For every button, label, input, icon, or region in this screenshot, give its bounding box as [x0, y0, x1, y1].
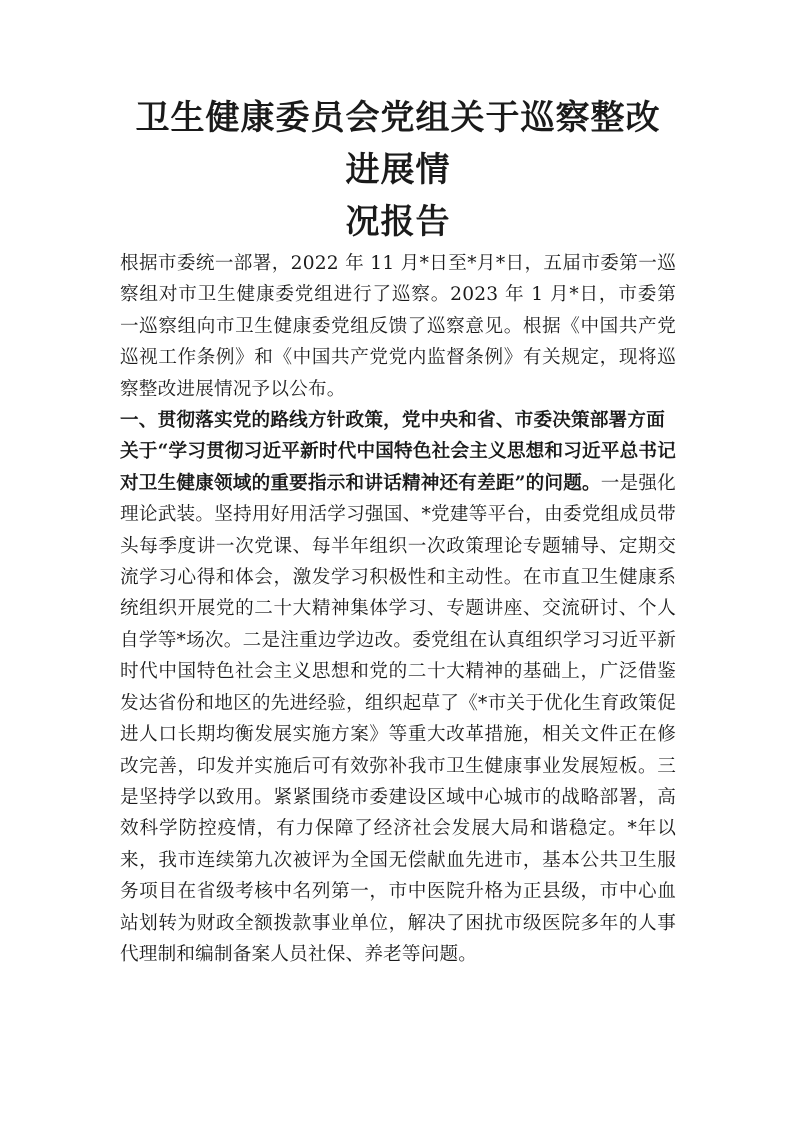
document-title-line-2: 况报告 — [345, 202, 451, 242]
section-1-lead: 关于“学习贯彻习近平新时代中国特色社会主义思想和习近平总书记对卫生健康领域的重要指示和讲话精神还有差距”的问题。 — [120, 441, 676, 494]
document-title-line-1: 卫生健康委员会党组关于巡察整改进展情 — [135, 98, 661, 190]
document-page — [120, 92, 676, 970]
section-1-heading: 一、贯彻落实党的路线方针政策，党中央和省、市委决策部署方面 — [120, 410, 666, 432]
intro-paragraph: 根据市委统一部署，2022 年 11 月*日至*月*日，五届市委第一巡察组对市卫生健康委党组进行了巡察。2023 年 1 月*日，市委第一巡察组向市卫生健康委党组反馈了巡察意见。根据《中国共产党巡视工作条例》和《中国共产党党内监督条例》有关规定，现将巡察整改进展情况予以公布。 — [120, 253, 676, 400]
document-title — [120, 92, 676, 248]
section-1-body: 一是强化理论武装。坚持用好用活学习强国、*党建等平台，由委党组成员带头每季度讲一次党课、每半年组织一次政策理论专题辅导、定期交流学习心得和体会，激发学习积极性和主动性。在市直卫生健康系统组织开展党的二十大精神集体学习、专题讲座、交流研讨、个人自学等*场次。二是注重边学边改。委党组在认真组织学习习近平新时代中国特色社会主义思想和党的二十大精神的基础上，广泛借鉴发达省份和地区的先进经验，组织起草了《*市关于优化生育政策促进人口长期均衡发展实施方案》等重大改革措施，相关文件正在修改完善，印发并实施后可有效弥补我市卫生健康事业发展短板。三是坚持学以致用。紧紧围绕市委建设区域中心城市的战略部署，高效科学防控疫情，有力保障了经济社会发展大局和谐稳定。*年以来，我市连续第九次被评为全国无偿献血先进市，基本公共卫生服务项目在省级考核中名列第一，市中医院升格为正县级，市中心血站划转为财政全额拨款事业单位，解决了困扰市级医院多年的人事代理制和编制备案人员社保、养老等问题。 — [120, 472, 676, 965]
section-1-paragraph — [120, 436, 676, 970]
